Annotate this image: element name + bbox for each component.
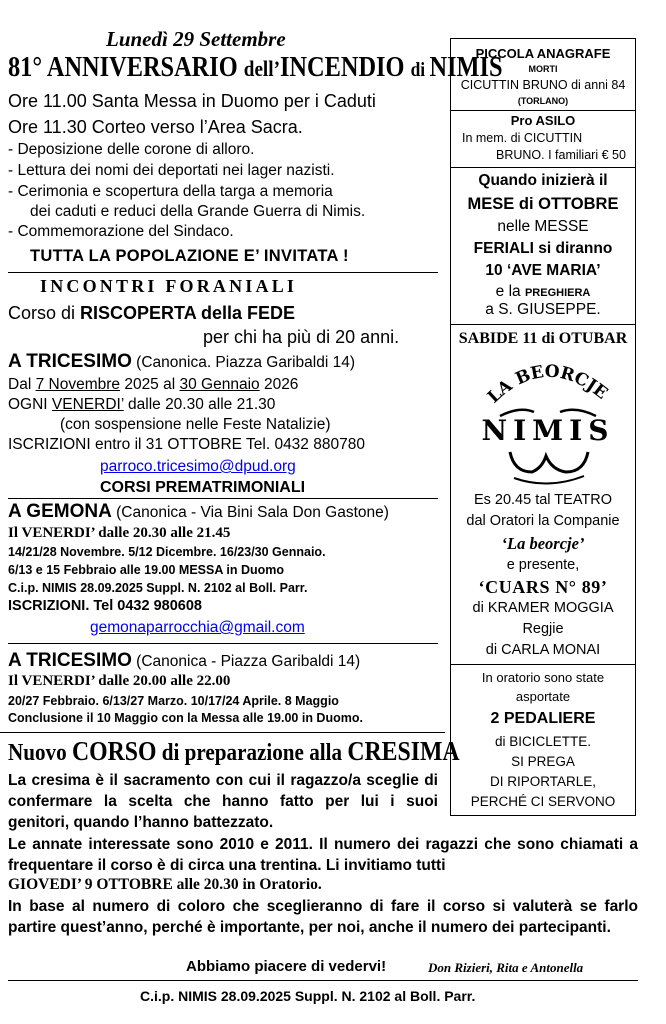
footer-text: C.i.p. NIMIS 28.09.2025 Suppl. N. 2102 al Boll. Parr. [140, 988, 476, 1004]
gemona-place: (Canonica - Via Bini Sala Don Gastone) [111, 504, 389, 521]
gemona-title: A GEMONA [8, 501, 112, 522]
ottobre-line-6 [450, 283, 636, 301]
ottobre-preghiera: PREGHIERA [524, 287, 591, 299]
teatro-line-4: e presente, [506, 557, 580, 573]
anniversary-di: di [410, 59, 430, 81]
tricesimo2-heading [8, 650, 360, 672]
dates-dal: Dal [8, 376, 36, 393]
beorcje-logo [480, 356, 616, 488]
date-from: 7 Novembre [35, 376, 121, 393]
gemona-line-1: 14/21/28 Novembre. 5/12 Dicembre. 16/23/30 Gennaio. [8, 545, 326, 559]
anniversary-incendio: INCENDIO [279, 52, 411, 83]
cresima-paragraph-2 [8, 834, 638, 876]
asilo-title: Pro ASILO [510, 113, 576, 128]
logo-moustache [510, 452, 588, 472]
logo-chin [514, 476, 584, 484]
cresima-title-a: Nuovo [8, 740, 72, 766]
gemona-line-4: ISCRIZIONI. Tel 0432 980608 [8, 598, 202, 614]
gemona-line-3: C.i.p. NIMIS 28.09.2025 Suppl. N. 2102 al Boll. Parr. [8, 581, 308, 595]
cresima-title [8, 736, 460, 767]
cresima-paragraph-1: La cresima è il sacramento con cui il ragazzo/a sceglie di confermare la scelta che hanno fatto per lui i suoi genitori, quando l’hanno battezzato. [8, 772, 438, 831]
oratorio-line-3: 2 PEDALIERE [490, 710, 596, 727]
oratorio-line-1: In oratorio sono state [481, 670, 605, 685]
anniversary-dell: dell’ [243, 56, 280, 81]
logo-nimis-text: NIMIS [481, 414, 615, 447]
cresima-p2-text: Le annate interessate sono 2010 e 2011. Il numero dei ragazzi che sono chiamati a frequentare il corso è di circa una trentina. Li invitiamo tutti [8, 836, 638, 874]
course-suspension: (con sospensione nelle Feste Natalizie) [60, 416, 331, 433]
header-item-1: - Deposizione delle corone di alloro. [8, 141, 255, 158]
course-age: per chi ha più di 20 anni. [203, 327, 400, 347]
sidebar-divider-2 [450, 167, 636, 168]
ogni-label: OGNI [8, 396, 52, 413]
incontri-title: INCONTRI FORANIALI [40, 276, 298, 296]
oratorio-line-2: asportate [515, 689, 571, 704]
teatro-line-2: dal Oratori la Companie [466, 513, 620, 529]
anniversary-title [8, 52, 503, 84]
asilo-line-2: BRUNO. I familiari € 50 [496, 148, 626, 162]
cresima-title-b: CORSO [71, 736, 157, 766]
divider-header [8, 272, 438, 273]
tricesimo-heading [8, 351, 355, 373]
gemona-email-link[interactable]: gemonaparrocchia@gmail.com [90, 619, 305, 636]
anniversary-nimis: NIMIS [429, 52, 503, 83]
oratorio-line-4: di BICICLETTE. [494, 734, 592, 749]
dates-mid: 2025 al [120, 376, 180, 393]
header-line-2: Ore 11.30 Corteo verso l’Area Sacra. [8, 117, 303, 137]
anagrafe-morti: MORTI [528, 64, 558, 74]
course-dates [8, 376, 298, 394]
cresima-paragraph-3: In base al numero di coloro che sceglieranno di fare il corso si valuterà se farlo partire quest’anno, perché è importante, per noi, anche il numero dei partecipanti. [8, 898, 638, 936]
closing-text: Abbiamo piacere di vedervi! [186, 958, 387, 975]
ottobre-line-5: 10 ‘AVE MARIA’ [485, 262, 601, 279]
course-prefix: Corso di [8, 303, 81, 323]
venerdi-label: VENERDI’ [51, 396, 124, 413]
cresima-meeting: GIOVEDI’ 9 OTTOBRE alle 20.30 in Oratorio. [8, 876, 322, 893]
oratorio-line-7: PERCHÉ CI SERVONO [470, 794, 616, 809]
header-item-3: - Cerimonia e scopertura della targa a memoria [8, 183, 333, 200]
invite-line: TUTTA LA POPOLAZIONE E’ INVITATA ! [30, 247, 349, 265]
sabide-title: SABIDE 11 di OTUBAR [458, 330, 628, 347]
tricesimo-title: A TRICESIMO [8, 351, 132, 372]
anagrafe-place: (TORLANO) [517, 96, 569, 106]
asilo-line-1: In mem. di CICUTTIN [462, 131, 583, 145]
header-item-5: - Commemorazione del Sindaco. [8, 223, 234, 240]
cresima-title-c: di preparazione alla [156, 740, 348, 766]
divider-corsi [8, 498, 438, 499]
divider-cresima [0, 732, 445, 733]
tricesimo2-time: Il VENERDI’ dalle 20.00 alle 22.00 [8, 673, 231, 689]
teatro-play: ‘CUARS N° 89’ [478, 577, 608, 597]
anagrafe-name: CICUTTIN BRUNO di anni 84 [460, 78, 626, 92]
gemona-heading [8, 501, 389, 523]
ottobre-line-2: MESE di OTTOBRE [467, 195, 619, 213]
course-registration: ISCRIZIONI entro il 31 OTTOBRE Tel. 0432 880780 [8, 436, 365, 453]
ottobre-line-7: a S. GIUSEPPE. [485, 301, 601, 318]
logo-arc-text: LA BEORCJE [483, 361, 612, 408]
header-item-2: - Lettura dei nomi dei deportati nei lager nazisti. [8, 162, 335, 179]
tricesimo-place: (Canonica. Piazza Garibaldi 14) [131, 354, 355, 371]
teatro-author: di KRAMER MOGGIA [472, 600, 614, 616]
ottobre-line-4: FERIALI si diranno [473, 240, 613, 257]
anagrafe-title: PICCOLA ANAGRAFE [475, 46, 611, 61]
dates-year: 2026 [259, 376, 299, 393]
course-name: RISCOPERTA della FEDE [80, 303, 296, 323]
oratorio-line-5: SI PREGA [511, 754, 575, 769]
divider-footer [8, 980, 638, 981]
sidebar-divider-4 [450, 664, 636, 665]
signature: Don Rizieri, Rita e Antonella [428, 960, 584, 975]
sidebar-divider-1 [450, 110, 636, 111]
gemona-line-2: 6/13 e 15 Febbraio alle 19.00 MESSA in Duomo [8, 563, 285, 577]
sidebar-divider-3 [450, 324, 636, 325]
divider-tricesimo [8, 643, 438, 644]
tricesimo2-place: (Canonica - Piazza Garibaldi 14) [131, 653, 361, 670]
tricesimo2-line-2: Conclusione il 10 Maggio con la Messa alle 19.00 in Duomo. [8, 711, 363, 725]
cresima-title-d: CRESIMA [347, 736, 460, 766]
course-weekly [8, 396, 275, 414]
teatro-line-1: Es 20.45 tal TEATRO [473, 492, 613, 508]
ottobre-line-1: Quando inizierà il [478, 172, 608, 189]
course-time: dalle 20.30 alle 21.30 [123, 396, 276, 413]
beorcje-logo-svg [480, 356, 616, 488]
tricesimo2-line-1: 20/27 Febbraio. 6/13/27 Marzo. 10/17/24 Aprile. 8 Maggio [8, 694, 339, 708]
header-line-1: Ore 11.00 Santa Messa in Duomo per i Caduti [8, 91, 376, 111]
course-title [8, 303, 295, 324]
teatro-regjie: Regjie [522, 621, 564, 637]
tricesimo2-title: A TRICESIMO [8, 650, 132, 671]
header-item-4: dei caduti e reduci della Grande Guerra di Nimis. [30, 203, 366, 220]
gemona-time: Il VENERDI’ dalle 20.30 alle 21.45 [8, 525, 231, 541]
ottobre-e-la: e la [495, 283, 525, 300]
corsi-title: CORSI PREMATRIMONIALI [100, 479, 306, 496]
date-to: 30 Gennaio [179, 376, 260, 393]
anniversary-number: 81° ANNIVERSARIO [8, 52, 244, 83]
teatro-company: ‘La beorcje’ [501, 534, 585, 553]
oratorio-line-6: DI RIPORTARLE, [489, 774, 597, 789]
ottobre-line-3: nelle MESSE [497, 218, 589, 235]
tricesimo-email-link[interactable]: parroco.tricesimo@dpud.org [100, 458, 296, 475]
header-date: Lunedì 29 Settembre [106, 27, 286, 51]
teatro-director: di CARLA MONAI [485, 642, 601, 658]
